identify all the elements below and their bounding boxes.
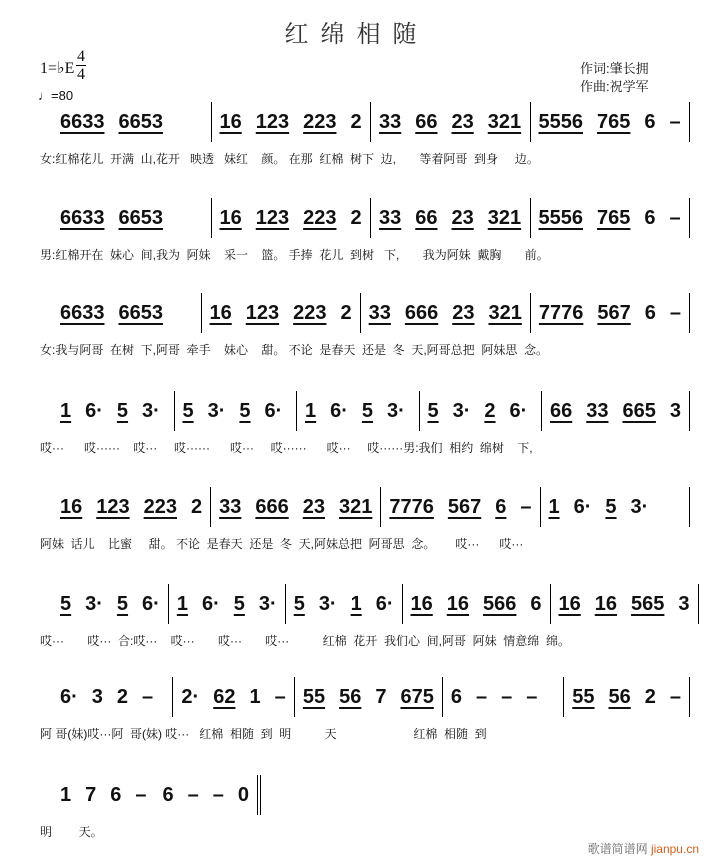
note-group: 23 bbox=[302, 495, 325, 518]
note-group: – bbox=[501, 685, 513, 708]
measure bbox=[297, 391, 420, 431]
note-group: 6633 bbox=[60, 301, 105, 324]
note-group: 7 bbox=[85, 783, 97, 806]
note-group: – bbox=[212, 783, 224, 806]
measure bbox=[420, 391, 543, 431]
measure bbox=[564, 677, 690, 717]
note-group: 6· bbox=[60, 685, 78, 708]
note-group: 5 bbox=[427, 399, 439, 422]
note-group: – bbox=[526, 685, 538, 708]
score-system bbox=[40, 775, 260, 840]
note-group: 33 bbox=[379, 206, 402, 229]
note-group: 6· bbox=[330, 399, 348, 422]
measure bbox=[531, 102, 691, 142]
note-group: 23 bbox=[452, 301, 475, 324]
note-group: 6653 bbox=[118, 206, 163, 229]
note-group: 566 bbox=[483, 592, 517, 615]
note-group: 2 bbox=[191, 495, 203, 518]
note-group: 6 bbox=[644, 206, 656, 229]
note-group: – bbox=[135, 783, 147, 806]
measure bbox=[40, 293, 202, 333]
note-group: 23 bbox=[451, 206, 474, 229]
note-group: 5 bbox=[233, 592, 245, 615]
note-group: – bbox=[274, 685, 286, 708]
note-group: 56 bbox=[608, 685, 631, 708]
watermark-en: jianpu.cn bbox=[650, 842, 699, 856]
measure bbox=[371, 198, 531, 238]
lyrics-line: 阿 哥(妹)哎···阿 哥(妹) 哎··· 红棉 相随 到 明 天 红棉 相随 到 bbox=[40, 727, 487, 741]
note-group: 3· bbox=[318, 592, 337, 615]
note-group: 6· bbox=[375, 592, 394, 615]
measure bbox=[173, 677, 294, 717]
note-group: 2 bbox=[484, 399, 496, 422]
note-group: 16 bbox=[60, 495, 83, 518]
note-group: 7 bbox=[375, 685, 387, 708]
note-group: 6· bbox=[142, 592, 160, 615]
score-system bbox=[40, 293, 690, 358]
note-group: 6 bbox=[450, 685, 462, 708]
note-group: 2· bbox=[181, 685, 200, 708]
note-group: 6633 bbox=[60, 110, 105, 133]
note-group: 675 bbox=[400, 685, 434, 708]
measure bbox=[40, 198, 212, 238]
notes-row bbox=[40, 391, 690, 431]
note-group: 6 bbox=[110, 783, 122, 806]
note-group: 5 bbox=[60, 592, 72, 615]
note-group: 16 bbox=[410, 592, 433, 615]
note-group: 5 bbox=[361, 399, 374, 422]
note-group: 666 bbox=[404, 301, 439, 324]
notes-row bbox=[40, 102, 690, 142]
measure bbox=[381, 487, 540, 527]
note-group: 5 bbox=[239, 399, 251, 422]
lyrics-line: 女:红棉花儿 开满 山,花开 映透 妹红 颜。 在那 红棉 树下 边, 等着阿哥 到身 边。 bbox=[40, 152, 539, 166]
measure bbox=[443, 677, 564, 717]
measure bbox=[541, 487, 691, 527]
lyrics-line: 阿妹 话儿 比蜜 甜。 不论 是春天 还是 冬 天,阿妹总把 阿哥思 念。 哎··· 哎··· bbox=[40, 537, 524, 551]
note-group: 321 bbox=[487, 110, 522, 133]
note-group: 321 bbox=[339, 495, 373, 518]
notes-row bbox=[40, 293, 690, 333]
score-system bbox=[40, 391, 690, 456]
measure bbox=[202, 293, 361, 333]
note-group: 223 bbox=[303, 206, 337, 229]
note-group: – bbox=[669, 206, 681, 229]
note-group: 3· bbox=[452, 399, 471, 422]
note-group: 6 bbox=[530, 592, 542, 615]
score-system bbox=[40, 584, 690, 649]
watermark bbox=[588, 840, 699, 857]
note-group: 56 bbox=[339, 685, 362, 708]
watermark-cn: 歌谱简谱网 bbox=[587, 842, 648, 856]
notes-row bbox=[40, 487, 690, 527]
note-group: 2 bbox=[350, 206, 362, 229]
note-group: 6 bbox=[644, 301, 656, 324]
note-group: 66 bbox=[415, 206, 438, 229]
note-group: 3· bbox=[85, 592, 103, 615]
note-group: 765 bbox=[597, 110, 631, 133]
note-group: 23 bbox=[451, 110, 474, 133]
note-group: 0 bbox=[237, 783, 249, 806]
note-group: 5556 bbox=[538, 110, 583, 133]
note-group: – bbox=[669, 685, 682, 708]
note-group: 5 bbox=[293, 592, 305, 615]
note-group: 3 bbox=[669, 399, 681, 422]
note-group: – bbox=[475, 685, 488, 708]
note-group: 1 bbox=[60, 783, 72, 806]
note-group: 3 bbox=[91, 685, 103, 708]
note-group: 666 bbox=[255, 495, 289, 518]
note-group: 2 bbox=[340, 301, 352, 324]
measure bbox=[295, 677, 443, 717]
note-group: 6· bbox=[509, 399, 528, 422]
note-group: 3· bbox=[258, 592, 277, 615]
notes-row bbox=[40, 775, 260, 815]
key-signature: 1=♭E bbox=[40, 60, 75, 77]
note-group: 2 bbox=[644, 685, 656, 708]
note-group: – bbox=[142, 685, 154, 708]
note-group: 1 bbox=[176, 592, 188, 615]
note-group: 223 bbox=[143, 495, 177, 518]
composer: 作曲:祝学军 bbox=[580, 79, 649, 94]
note-group: 3 bbox=[678, 592, 690, 615]
song-title: 红绵相随 bbox=[284, 20, 429, 48]
note-group: 16 bbox=[219, 110, 242, 133]
note-group: 5 bbox=[605, 495, 617, 518]
note-group: 33 bbox=[368, 301, 391, 324]
measure bbox=[361, 293, 531, 333]
measure bbox=[40, 487, 211, 527]
notes-row bbox=[40, 677, 690, 717]
note-group: 567 bbox=[597, 301, 631, 324]
score-system bbox=[40, 102, 690, 167]
score-system bbox=[40, 487, 690, 552]
note-group: 223 bbox=[293, 301, 327, 324]
note-group: 2 bbox=[116, 685, 129, 708]
note-group: 6633 bbox=[60, 206, 105, 229]
note-group: 5 bbox=[116, 399, 129, 422]
lyrics-line: 明 天。 bbox=[40, 825, 103, 839]
note-group: 5556 bbox=[538, 206, 583, 229]
note-group: 16 bbox=[594, 592, 618, 615]
measure bbox=[403, 584, 551, 624]
measure bbox=[155, 775, 262, 815]
note-group: 33 bbox=[219, 495, 242, 518]
note-group: 1 bbox=[305, 399, 317, 422]
measure bbox=[531, 293, 690, 333]
measure bbox=[371, 102, 531, 142]
note-group: – bbox=[669, 110, 681, 133]
measure bbox=[40, 775, 155, 815]
measure bbox=[531, 198, 691, 238]
note-group: 223 bbox=[303, 110, 337, 133]
note-group: 66 bbox=[415, 110, 438, 133]
note-group: 123 bbox=[245, 301, 280, 324]
measure bbox=[169, 584, 286, 624]
note-group: 3· bbox=[387, 399, 405, 422]
note-group: 33 bbox=[379, 110, 402, 133]
note-group: 6· bbox=[573, 495, 592, 518]
note-group: 1 bbox=[249, 685, 261, 708]
note-group: 3· bbox=[207, 399, 226, 422]
time-signature bbox=[76, 48, 86, 83]
lyrics-line: 哎··· 哎··· 合:哎··· 哎··· 哎··· 哎··· 红棉 花开 我们心 间,阿哥 阿妹 情意绵 绵。 bbox=[40, 634, 570, 648]
note-group: 6 bbox=[162, 783, 174, 806]
note-group: 123 bbox=[96, 495, 130, 518]
notes-row bbox=[40, 198, 690, 238]
lyricist: 作词:肇长拥 bbox=[580, 61, 649, 76]
note-group: 5 bbox=[182, 399, 194, 422]
note-group: 16 bbox=[558, 592, 581, 615]
note-group: – bbox=[187, 783, 199, 806]
note-group: 7776 bbox=[389, 495, 434, 518]
note-group: 55 bbox=[572, 685, 595, 708]
measure bbox=[175, 391, 298, 431]
measure bbox=[542, 391, 690, 431]
note-group: 33 bbox=[586, 399, 609, 422]
note-group: 7776 bbox=[538, 301, 584, 324]
measure bbox=[212, 198, 372, 238]
note-group: 123 bbox=[255, 110, 290, 133]
measure bbox=[211, 487, 381, 527]
note-group: 567 bbox=[447, 495, 482, 518]
note-group: 6 bbox=[644, 110, 656, 133]
note-group: 1 bbox=[60, 399, 72, 422]
note-group: 565 bbox=[631, 592, 665, 615]
note-group: 6· bbox=[201, 592, 220, 615]
note-group: 321 bbox=[487, 206, 522, 229]
note-group: 55 bbox=[302, 685, 326, 708]
note-group: 16 bbox=[209, 301, 232, 324]
note-group: 5 bbox=[116, 592, 129, 615]
lyrics-line: 男:红棉开在 妹心 间,我为 阿妹 采一 篮。 手捧 花儿 到树 下, 我为阿妹 戴胸 前。 bbox=[40, 248, 549, 262]
note-group: 6 bbox=[495, 495, 507, 518]
lyrics-line: 女:我与阿哥 在树 下,阿哥 牵手 妹心 甜。 不论 是春天 还是 冬 天,阿哥总把 阿妹思 念。 bbox=[40, 343, 549, 357]
note-group: 3· bbox=[630, 495, 649, 518]
note-group: 3· bbox=[142, 399, 160, 422]
note-group: – bbox=[520, 495, 532, 518]
note-group: 6· bbox=[264, 399, 283, 422]
measure bbox=[40, 584, 169, 624]
score-system bbox=[40, 198, 690, 263]
note-group: 2 bbox=[350, 110, 362, 133]
measure bbox=[286, 584, 403, 624]
measure bbox=[40, 391, 175, 431]
note-group: 765 bbox=[597, 206, 631, 229]
time-top: 4 bbox=[77, 48, 85, 65]
time-bottom: 4 bbox=[77, 66, 85, 83]
measure bbox=[40, 677, 173, 717]
measure bbox=[40, 102, 212, 142]
note-group: 665 bbox=[622, 399, 656, 422]
note-group: 1 bbox=[350, 592, 362, 615]
measure bbox=[551, 584, 699, 624]
tempo-mark: ♩=80 bbox=[38, 88, 74, 103]
note-group: 1 bbox=[548, 495, 560, 518]
note-group: 6653 bbox=[118, 110, 163, 133]
note-group: 16 bbox=[446, 592, 470, 615]
note-group: – bbox=[669, 301, 681, 324]
note-group: 6653 bbox=[118, 301, 163, 324]
note-group: 66 bbox=[550, 399, 573, 422]
note-group: 62 bbox=[213, 685, 236, 708]
note-group: 6· bbox=[85, 399, 103, 422]
measure bbox=[212, 102, 372, 142]
notes-row bbox=[40, 584, 690, 624]
note-group: 123 bbox=[255, 206, 290, 229]
score-system bbox=[40, 677, 690, 742]
lyrics-line: 哎··· 哎······ 哎··· 哎······ 哎··· 哎······ 哎··· 哎······男:我们 相约 绵树 下, bbox=[40, 441, 533, 455]
note-group: 16 bbox=[219, 206, 242, 229]
note-group: 321 bbox=[488, 301, 522, 324]
